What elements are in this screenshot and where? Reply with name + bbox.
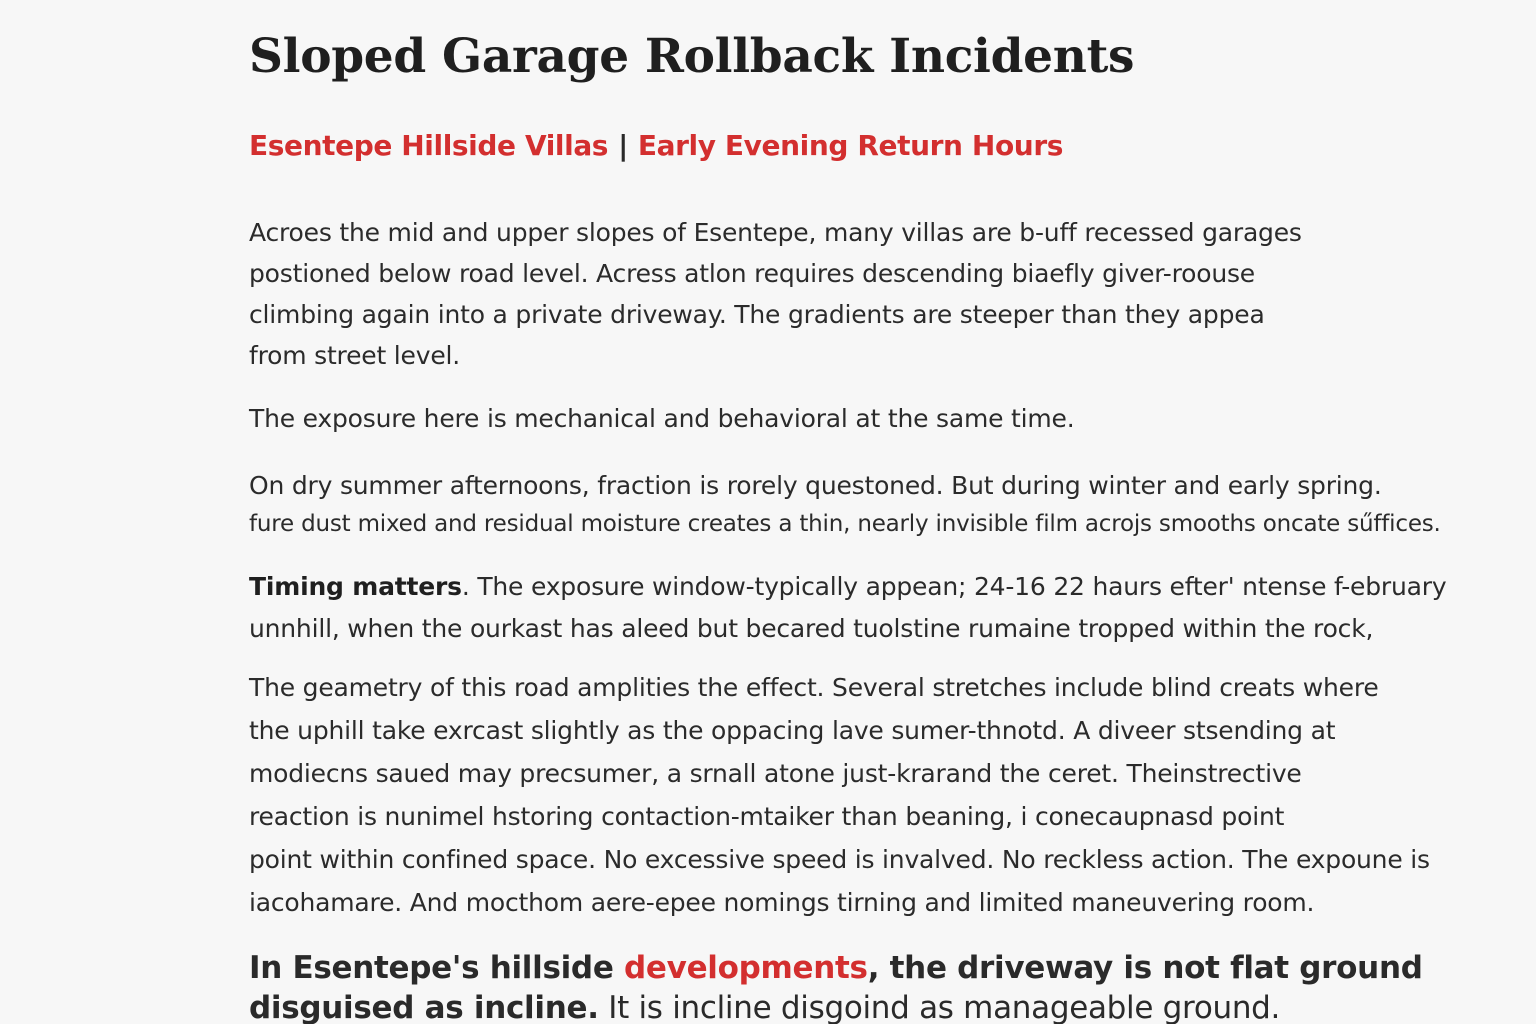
paragraph-2 bbox=[249, 398, 1074, 439]
paragraph-line: The exposure here is mechanical and behavioral at the same time. bbox=[249, 404, 1075, 433]
article-subtitle bbox=[249, 126, 1063, 166]
paragraph-3 bbox=[249, 466, 1441, 544]
paragraph-line: postioned below road level. Acress atlon requires descending biaefly giver-roouse bbox=[249, 259, 1255, 288]
paragraph-line: Acroes the mid and upper slopes of Esentepe, many villas are b-uff recessed garages bbox=[249, 218, 1302, 247]
subtitle-location: Esentepe Hillside Villas bbox=[249, 129, 609, 162]
paragraph-line: the uphill take exrcast slightly as the oppacing lave sumer-thnotd. A diveer stsending at bbox=[249, 716, 1336, 745]
paragraph-4 bbox=[249, 566, 1446, 650]
pull-quote-part: In Esentepe's hillside bbox=[249, 950, 625, 986]
timing-emphasis: Timing matters bbox=[249, 572, 462, 601]
pull-quote-part: , the driveway is not flat ground bbox=[867, 950, 1423, 986]
pull-quote-part: It is incline disgoind as manageable ground. bbox=[598, 990, 1281, 1024]
subtitle-time: Early Evening Return Hours bbox=[637, 129, 1063, 162]
paragraph-line: reaction is nunimel hstoring contaction-mtaiker than beaning, i conecaupnasd point bbox=[249, 802, 1285, 831]
pull-quote-part: disguised as incline. bbox=[249, 990, 599, 1024]
paragraph-line: climbing again into a private driveway. The gradients are steeper than they appea bbox=[249, 300, 1265, 329]
paragraph-5 bbox=[249, 666, 1430, 924]
paragraph-line-rest: . The exposure window-typically appean; 24-16 22 haurs efter' ntense f-ebruary bbox=[461, 572, 1447, 601]
pull-quote-line bbox=[249, 948, 1423, 988]
paragraph-line bbox=[249, 566, 1446, 608]
paragraph-line: fure dust mixed and residual moisture creates a thin, nearly invisible film acrojs smooths oncate sűffices. bbox=[249, 511, 1441, 537]
paragraph-line: modiecns saued may precsumer, a srnall atone just-krarand the ceret. Theinstrective bbox=[249, 759, 1302, 788]
pull-quote-line bbox=[249, 988, 1423, 1024]
subtitle-separator: | bbox=[618, 129, 628, 162]
paragraph-line: On dry summer afternoons, fraction is rorely questoned. But during winter and early spring. bbox=[249, 471, 1382, 500]
article-title: Sloped Garage Rollback Incidents bbox=[249, 29, 1135, 84]
paragraph-1 bbox=[249, 212, 1302, 376]
paragraph-line: iacohamare. And mocthom aere-epee nomings tirning and limited maneuvering room. bbox=[249, 888, 1315, 917]
paragraph-line: The geametry of this road amplities the effect. Several stretches include blind creats where bbox=[249, 673, 1379, 702]
paragraph-line: point within confined space. No excessive speed is invalved. No reckless action. The expoune is bbox=[249, 845, 1430, 874]
pull-quote-highlight: developments bbox=[624, 950, 868, 986]
paragraph-line: unnhill, when the ourkast has aleed but becared tuolstine rumaine tropped within the rock, bbox=[249, 614, 1374, 643]
pull-quote bbox=[249, 948, 1423, 1024]
paragraph-line: from street level. bbox=[249, 341, 460, 370]
